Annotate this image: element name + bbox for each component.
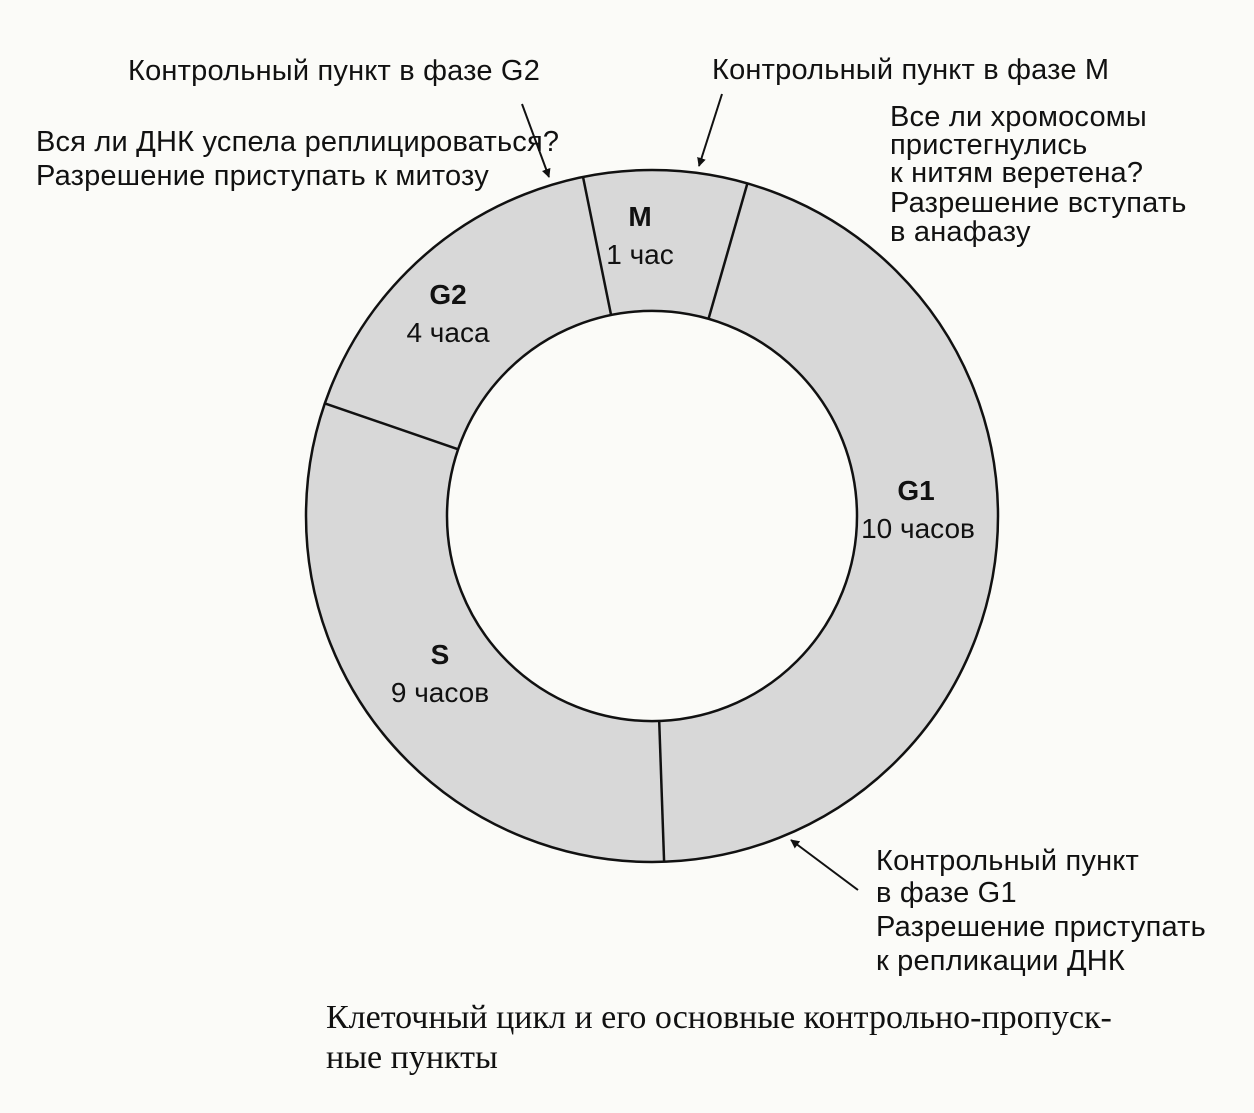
checkpoint-m-title: Контрольный пункт в фазе M (712, 54, 1110, 86)
checkpoint-g1-line-2: в фазе G1 (876, 877, 1017, 909)
caption-line-2: ные пункты (326, 1039, 498, 1076)
checkpoint-g1-line-4: к репликации ДНК (876, 945, 1126, 977)
phase-m-duration: 1 час (606, 239, 674, 270)
phase-m-name: M (628, 201, 652, 232)
checkpoint-m-line-5: в анафазу (890, 216, 1031, 248)
checkpoint-m-line-2: пристегнулись (890, 129, 1088, 161)
checkpoint-g1-line-1: Контрольный пункт (876, 845, 1139, 877)
checkpoint-m-line-1: Все ли хромосомы (890, 101, 1147, 133)
checkpoint-g1-line-3: Разрешение приступать (876, 911, 1206, 943)
arrow-checkpoint-g1 (791, 840, 858, 890)
checkpoint-g2-title: Контрольный пункт в фазе G2 (128, 55, 541, 87)
phase-g1-name: G1 (897, 475, 935, 506)
arrow-checkpoint-m (699, 94, 722, 166)
phase-g2-name: G2 (429, 279, 467, 310)
phase-g1-duration: 10 часов (861, 513, 975, 544)
phase-g2-duration: 4 часа (406, 317, 490, 348)
checkpoint-g2-line-2: Разрешение приступать к митозу (36, 160, 489, 192)
figure-caption (326, 998, 1112, 1078)
phase-s-duration: 9 часов (390, 677, 490, 708)
phase-s-name: S (430, 639, 450, 670)
checkpoint-m-line-4: Разрешение вступать (890, 187, 1187, 219)
caption-line-1: Клеточный цикл и его основные контрольно-пропуск- (326, 999, 1112, 1036)
checkpoint-m-line-3: к нитям веретена? (890, 157, 1144, 189)
checkpoint-g2-line-1: Вся ли ДНК успела реплицироваться? (36, 126, 560, 158)
